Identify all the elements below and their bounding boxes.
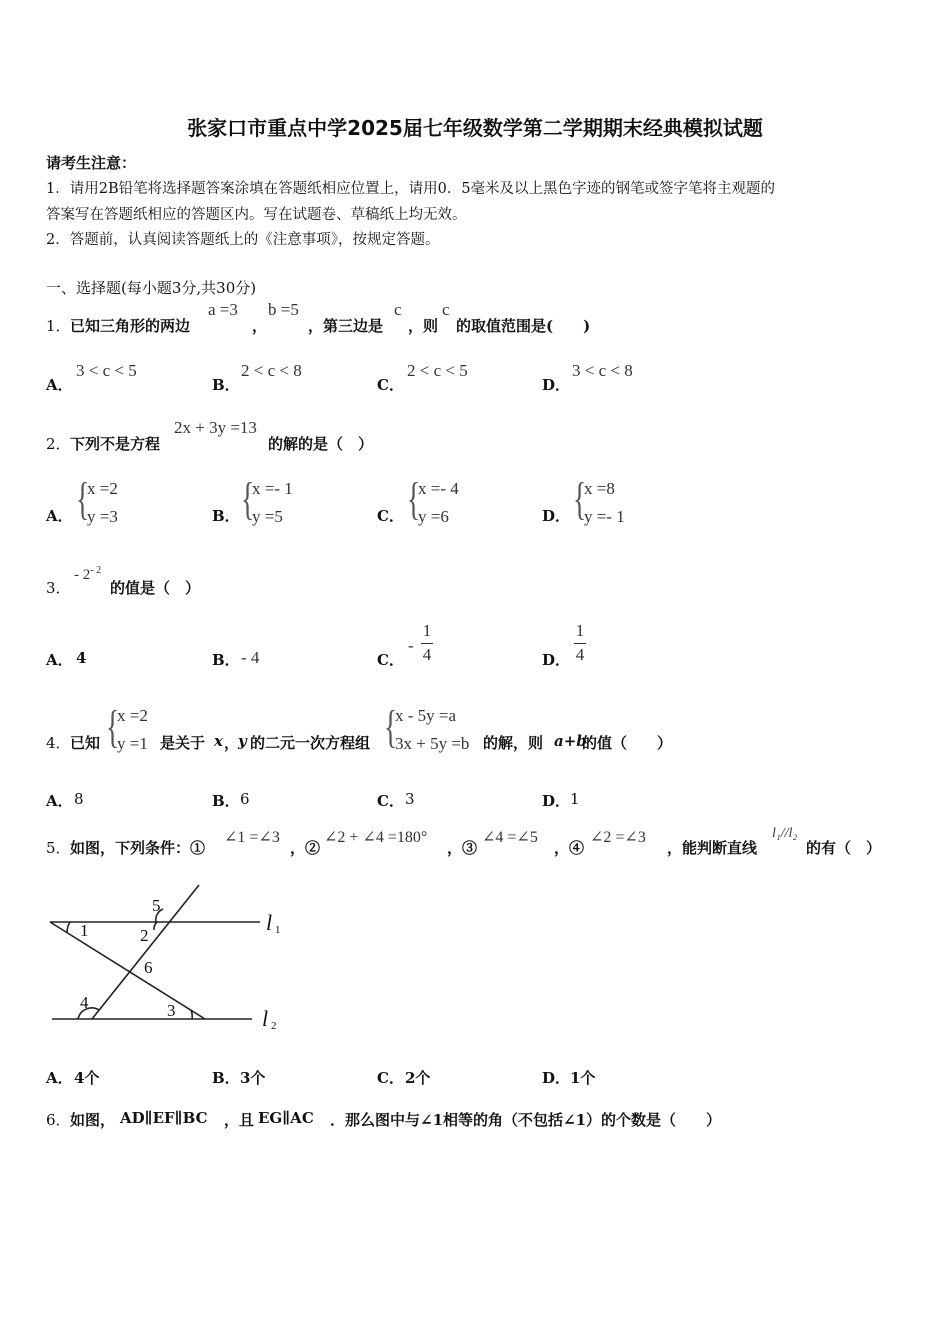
q3-option-c-label[interactable]: C． (377, 651, 404, 669)
fraction-bar (574, 643, 586, 644)
q4-system1-x: x =2 (117, 706, 148, 725)
q3-exponent: - 2 (90, 565, 102, 576)
q1-option-c-math: 2 < c < 5 (407, 361, 468, 380)
line-label-l1: l (266, 910, 273, 935)
q4-option-a-value: 8 (74, 790, 84, 808)
q4-system2-eq1: x - 5y =a (395, 706, 457, 725)
q1-text-1: 已知三角形的两边 (70, 317, 191, 335)
q2-option-d-label[interactable]: D． (542, 507, 571, 525)
q2-equation: 2x + 3y =13 (174, 418, 257, 437)
section-heading: 一、选择题(每小题3分,共30分) (46, 279, 257, 297)
q4-option-d-value: 1 (570, 790, 580, 808)
q3-option-a-value: 4 (76, 649, 87, 667)
angle-arc-2 (154, 922, 157, 930)
q4-text-1: 已知 (70, 734, 101, 752)
q4-option-c-label[interactable]: C． (377, 792, 404, 810)
q5-option-c-label[interactable]: C． (377, 1069, 404, 1087)
q5-text-6: 的有（ ） (806, 839, 882, 857)
q6-text-1: 如图， (70, 1111, 116, 1129)
q3-option-a-label[interactable]: A． (46, 651, 73, 669)
q1-math-c2: c (442, 300, 450, 319)
q2-option-a-label[interactable]: A． (46, 507, 73, 525)
q4-option-a-label[interactable]: A． (46, 792, 73, 810)
q1-option-a-label[interactable]: A． (46, 376, 73, 394)
q1-math-a: a =3 (208, 300, 238, 319)
notice-heading: 请考生注意： (46, 154, 137, 172)
transversal-2 (92, 885, 199, 1019)
q3-expression (74, 565, 101, 584)
fraction-bar (421, 643, 433, 644)
q2-option-b-label[interactable]: B． (212, 507, 240, 525)
notice-line1b: 答案写在答题纸相应的答题区内。写在试题卷、草稿纸上均无效。 (46, 207, 467, 223)
notice-line2: 2．答题前，认真阅读答题纸上的《注意事项》，按规定答题。 (46, 232, 440, 248)
q3-number: 3． (46, 579, 71, 597)
q2-option-a-x: x =2 (87, 479, 118, 498)
q5-cond-2: ∠2 + ∠4 =180° (324, 829, 428, 846)
q1-math-c: c (394, 300, 402, 319)
q1-option-a-math: 3 < c < 5 (76, 361, 137, 380)
q2-option-a-y: y =3 (87, 507, 118, 526)
angle-arc-1 (67, 922, 70, 933)
q4-a-plus-b: a+b (554, 732, 587, 750)
notice-line1a: 1．请用2B铅笔将选择题答案涂填在答题纸相应位置上，请用0．5毫米及以上黑色字迹的钢笔或签字笔将主观题的 (46, 181, 776, 197)
q3-option-c-sign: - (408, 636, 414, 655)
q3-option-d-denominator: 4 (575, 644, 585, 664)
q5-option-d-label[interactable]: D． (542, 1069, 571, 1087)
line-label-l2-sub: 2 (271, 1020, 277, 1032)
angle-label-6: 6 (144, 958, 153, 977)
q2-option-c-x: x =- 4 (418, 479, 459, 498)
angle-label-3: 3 (167, 1001, 176, 1020)
q4-text-5: 的值（ ） (582, 734, 673, 752)
q5-lines: l₁//l₂ (772, 826, 798, 841)
q1-option-d-label[interactable]: D． (542, 376, 571, 394)
q5-figure (40, 878, 300, 1038)
q1-text-3: ，则 (408, 317, 439, 335)
q4-option-b-label[interactable]: B． (212, 792, 240, 810)
q4-system2-eq2: 3x + 5y =b (395, 734, 470, 753)
q3-option-b-value: - 4 (241, 648, 260, 667)
angle-label-5: 5 (152, 896, 161, 915)
q2-text-1: 下列不是方程 (70, 435, 161, 453)
q2-option-d-brace: { (573, 473, 587, 524)
q2-option-b-y: y =5 (252, 507, 283, 526)
angle-label-4: 4 (80, 993, 89, 1012)
q1-comma: ， (252, 317, 268, 335)
q6-text-4: EG∥AC (258, 1109, 314, 1127)
q5-text-5: ，能判断直线 (667, 839, 758, 857)
q5-number: 5． (46, 839, 71, 857)
q3-option-c-fraction (421, 622, 433, 664)
q5-option-c-value: 2个 (405, 1069, 431, 1087)
q3-text: 的值是（ ） (110, 579, 201, 597)
angle-arc-3 (191, 1010, 192, 1019)
q1-option-b-math: 2 < c < 8 (241, 361, 302, 380)
q1-number: 1． (46, 317, 71, 335)
angle-label-1: 1 (80, 921, 89, 940)
q2-text-2: 的解的是（ ） (268, 435, 374, 453)
q4-system1-brace: { (106, 701, 120, 752)
q1-option-c-label[interactable]: C． (377, 376, 404, 394)
page-title: 张家口市重点中学2025届七年级数学第二学期期末经典模拟试题 (187, 116, 763, 140)
q4-option-c-value: 3 (405, 790, 415, 808)
q1-text-4: 的取值范围是( ) (456, 317, 591, 335)
q4-system1-y: y =1 (117, 734, 148, 753)
q4-option-b-value: 6 (240, 790, 250, 808)
q4-text-3: 的二元一次方程组 (250, 734, 371, 752)
q5-text-4: ，④ (554, 839, 585, 857)
q3-option-d-numerator: 1 (575, 621, 585, 640)
q5-text-1: 如图，下列条件：① (70, 839, 206, 857)
q6-text-2: AD∥EF∥BC (120, 1109, 208, 1127)
q5-cond-4: ∠2 =∠3 (590, 829, 646, 846)
q3-option-b-label[interactable]: B． (212, 651, 240, 669)
q3-base: - 2 (74, 567, 91, 583)
q5-cond-3: ∠4 =∠5 (482, 829, 538, 846)
q4-option-d-label[interactable]: D． (542, 792, 571, 810)
angle-label-2: 2 (140, 926, 149, 945)
q2-option-c-brace: { (407, 473, 421, 524)
q6-text-5: ．那么图中与∠1相等的角（不包括∠1）的个数是（ ） (330, 1111, 722, 1129)
q5-option-a-value: 4个 (74, 1069, 100, 1087)
q2-option-d-x: x =8 (584, 479, 615, 498)
line-label-l1-sub: 1 (275, 924, 281, 936)
q4-number: 4． (46, 734, 71, 752)
q4-comma: ， (224, 734, 240, 752)
q5-option-a-label[interactable]: A． (46, 1069, 73, 1087)
q5-text-3: ，③ (447, 839, 478, 857)
q2-option-b-brace: { (241, 473, 255, 524)
q2-option-b-x: x =- 1 (252, 479, 293, 498)
q1-option-d-math: 3 < c < 8 (572, 361, 633, 380)
q4-var-x: x (214, 732, 223, 750)
q5-text-2: ，② (290, 839, 321, 857)
q6-number: 6． (46, 1111, 71, 1129)
q3-option-c-denominator: 4 (422, 644, 432, 664)
q4-text-4: 的解，则 (483, 734, 544, 752)
q6-text-3: ，且 (224, 1111, 255, 1129)
q3-option-c-numerator: 1 (422, 621, 432, 640)
q4-var-y: y (238, 732, 247, 750)
q2-option-d-y: y =- 1 (584, 507, 625, 526)
q5-option-b-value: 3个 (240, 1069, 266, 1087)
q2-option-c-label[interactable]: C． (377, 507, 404, 525)
q1-option-b-label[interactable]: B． (212, 376, 240, 394)
q5-option-b-label[interactable]: B． (212, 1069, 240, 1087)
line-label-l2: l (262, 1006, 269, 1031)
q5-cond-1: ∠1 =∠3 (224, 829, 280, 846)
q4-system2-brace: { (384, 701, 398, 752)
q1-math-b: b =5 (268, 300, 299, 319)
q5-option-d-value: 1个 (570, 1069, 596, 1087)
q3-option-d-label[interactable]: D． (542, 651, 571, 669)
transversal-1 (50, 922, 205, 1019)
q3-option-d-fraction (574, 622, 586, 664)
q2-option-c-y: y =6 (418, 507, 449, 526)
q1-text-2: ，第三边是 (308, 317, 384, 335)
q4-text-2: 是关于 (160, 734, 206, 752)
q2-number: 2． (46, 435, 71, 453)
q2-option-a-brace: { (76, 473, 90, 524)
